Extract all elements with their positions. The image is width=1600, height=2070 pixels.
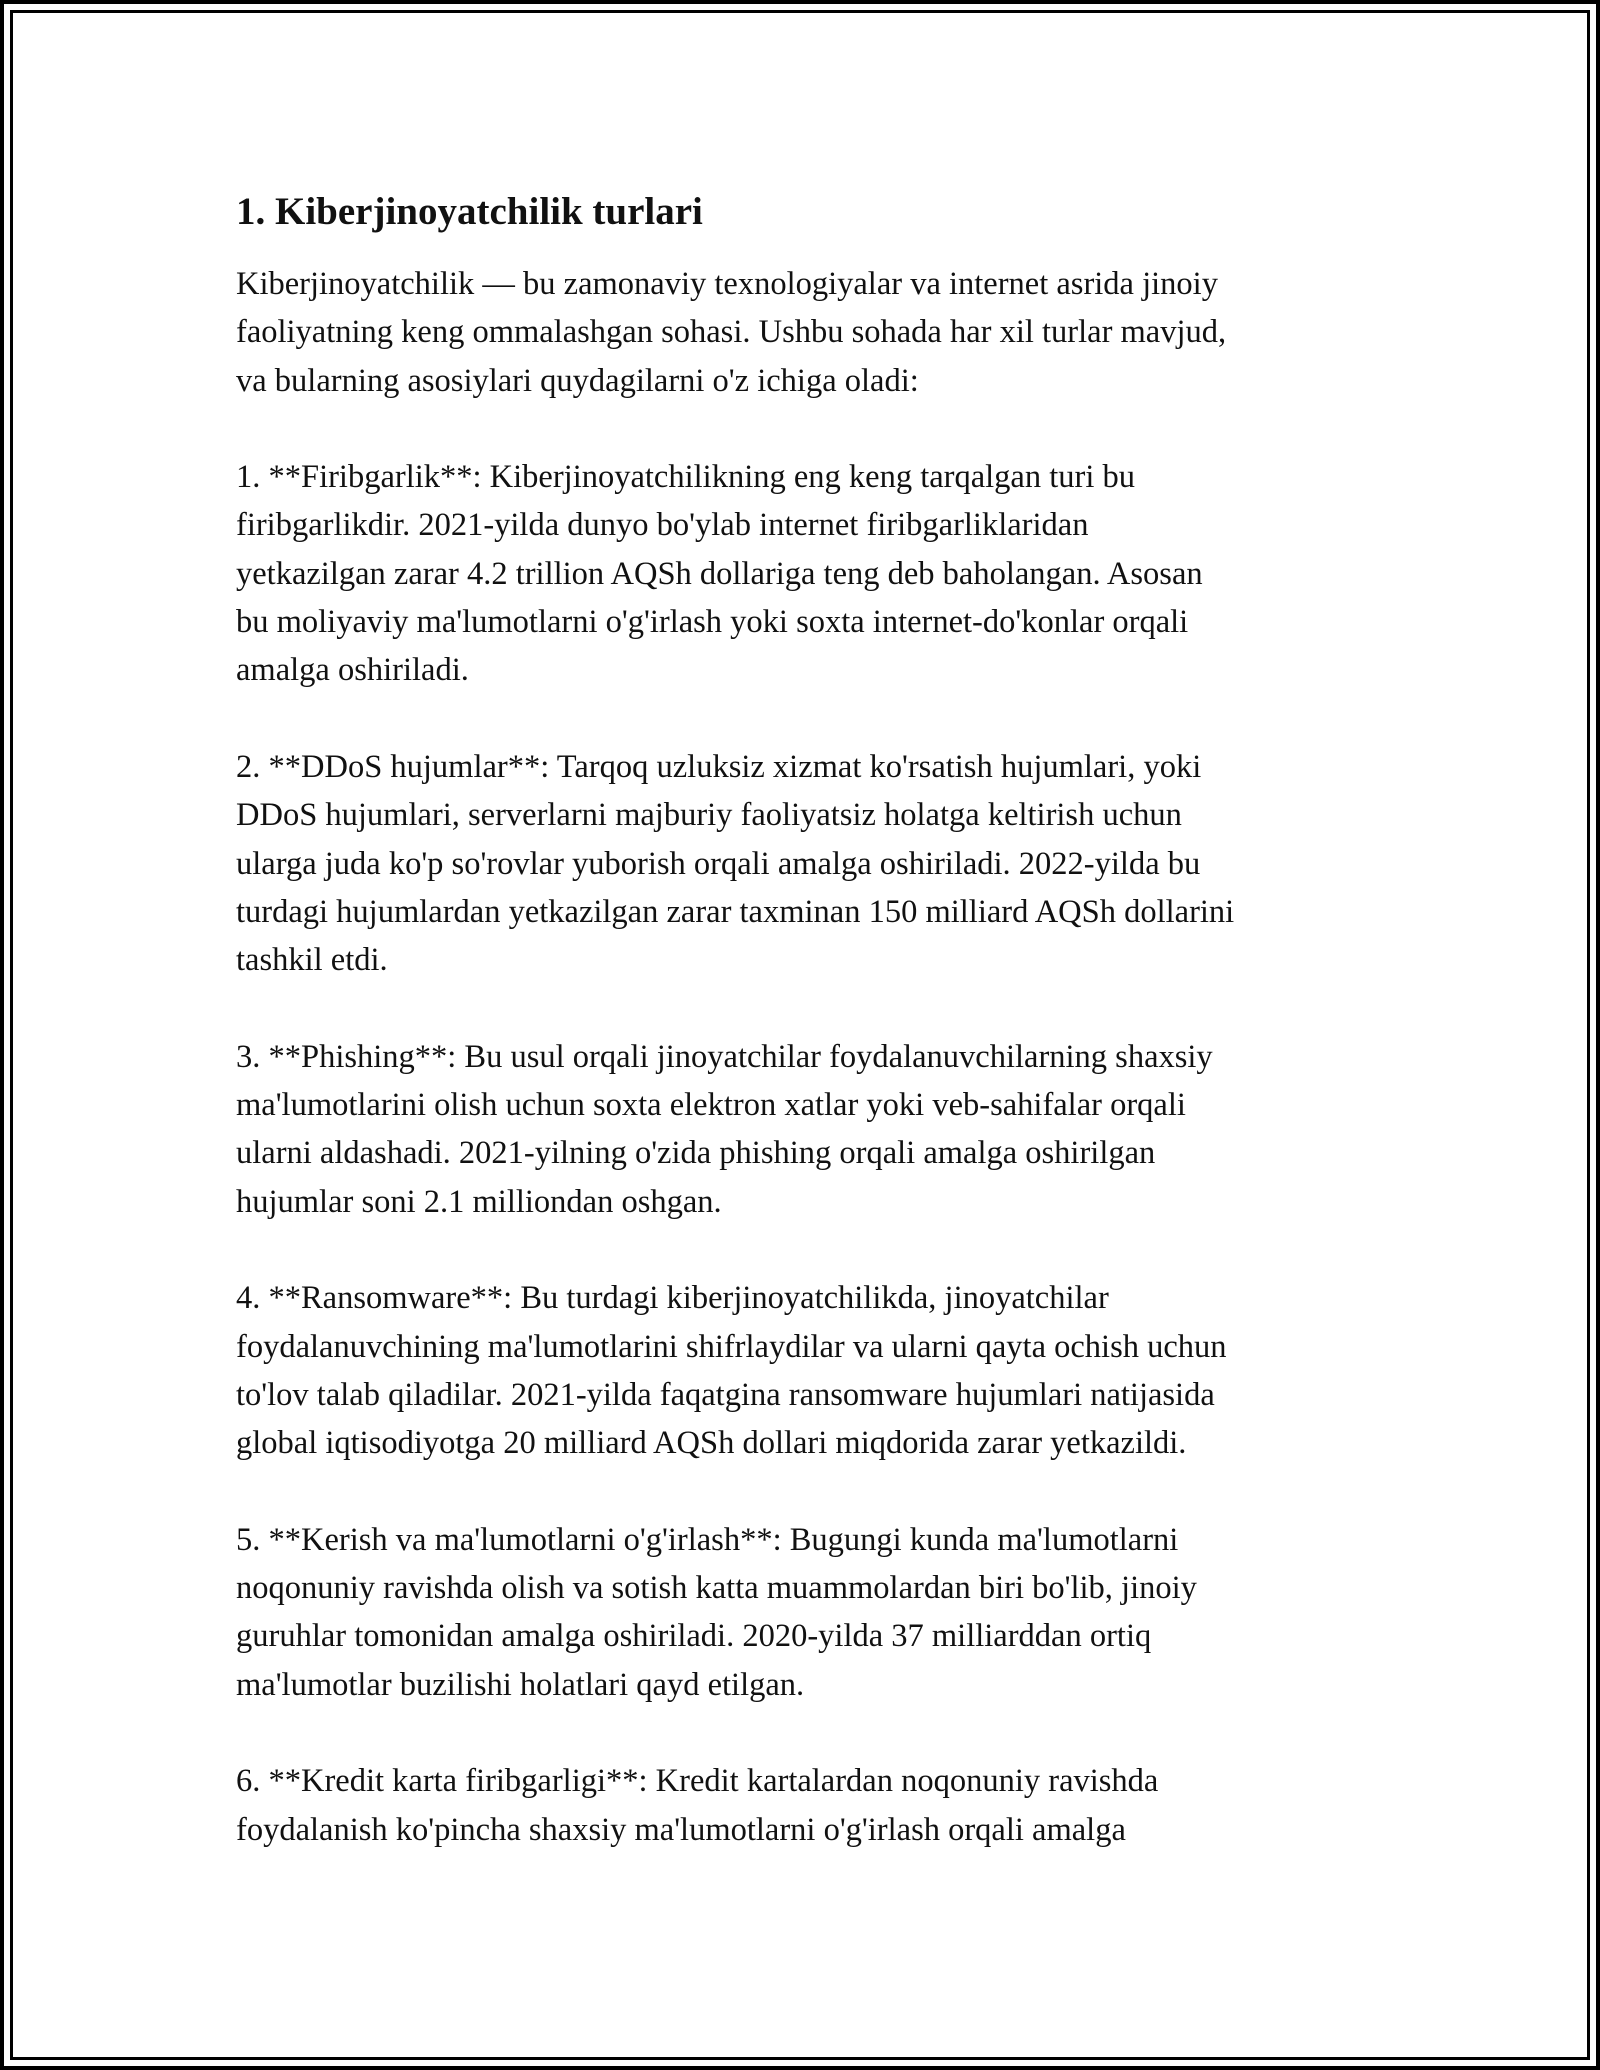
document-body (236, 188, 1386, 1902)
text-line: Kiberjinoyatchilik — bu zamonaviy texnologiyalar va internet asrida jinoiy (236, 266, 1218, 302)
text-line: 4. **Ransomware**: Bu turdagi kiberjinoyatchilikda, jinoyatchilar (236, 1280, 1109, 1317)
text-line: 2. **DDoS hujumlar**: Tarqoq uzluksiz xizmat ko'rsatish hujumlari, yoki (236, 748, 1202, 785)
list-item-data-theft (236, 1516, 1386, 1709)
text-line: firibgarlikdir. 2021-yilda dunyo bo'ylab internet firibgarliklaridan (236, 507, 1089, 544)
text-line: to'lov talab qiladilar. 2021-yilda faqatgina ransomware hujumlari natijasida (236, 1376, 1215, 1413)
text-line: ma'lumotlarini olish uchun soxta elektron xatlar yoki veb-sahifalar orqali (236, 1087, 1186, 1124)
text-line: amalga oshiriladi. (236, 652, 469, 689)
list-item-fraud (236, 453, 1386, 694)
text-line: foydalanish ko'pincha shaxsiy ma'lumotlarni o'g'irlash orqali amalga (236, 1811, 1126, 1848)
text-line: foydalanuvchining ma'lumotlarini shifrlaydilar va ularni qayta ochish uchun (236, 1328, 1227, 1365)
text-line: global iqtisodiyotga 20 milliard AQSh dollari miqdorida zarar yetkazildi. (236, 1425, 1187, 1462)
intro-paragraph (236, 260, 1386, 405)
text-line: noqonuniy ravishda olish va sotish katta muammolardan biri bo'lib, jinoiy (236, 1570, 1197, 1607)
text-line: va bularning asosiylari quydagilarni o'z ichiga oladi: (236, 362, 919, 399)
list-item-ransomware (236, 1274, 1386, 1467)
text-line: ularga juda ko'p so'rovlar yuborish orqali amalga oshiriladi. 2022-yilda bu (236, 845, 1201, 882)
text-line: guruhlar tomonidan amalga oshiriladi. 2020-yilda 37 milliarddan ortiq (236, 1618, 1152, 1655)
list-item-credit-card-fraud (236, 1757, 1386, 1854)
text-line: turdagi hujumlardan yetkazilgan zarar taxminan 150 milliard AQSh dollarini (236, 893, 1235, 930)
text-line: 1. **Firibgarlik**: Kiberjinoyatchilikning eng keng tarqalgan turi bu (236, 459, 1135, 496)
text-line: yetkazilgan zarar 4.2 trillion AQSh dollariga teng deb baholangan. Asosan (236, 555, 1203, 592)
text-line: ma'lumotlar buzilishi holatlari qayd etilgan. (236, 1666, 805, 1703)
text-line: ularni aldashadi. 2021-yilning o'zida phishing orqali amalga oshirilgan (236, 1135, 1156, 1172)
text-line: 5. **Kerish va ma'lumotlarni o'g'irlash**: Bugungi kunda ma'lumotlarni (236, 1521, 1179, 1558)
list-item-phishing (236, 1033, 1386, 1226)
list-item-ddos (236, 743, 1386, 984)
text-line: bu moliyaviy ma'lumotlarni o'g'irlash yoki soxta internet-do'konlar orqali (236, 604, 1189, 641)
text-line: 6. **Kredit karta firibgarligi**: Kredit kartalardan noqonuniy ravishda (236, 1763, 1159, 1800)
text-line: DDoS hujumlari, serverlarni majburiy faoliyatsiz holatga keltirish uchun (236, 797, 1182, 834)
text-line: 3. **Phishing**: Bu usul orqali jinoyatchilar foydalanuvchilarning shaxsiy (236, 1038, 1213, 1075)
text-line: tashkil etdi. (236, 942, 388, 979)
page-title: 1. Kiberjinoyatchilik turlari (236, 190, 703, 233)
text-line: faoliyatning keng ommalashgan sohasi. Ushbu sohada har xil turlar mavjud, (236, 314, 1227, 351)
text-line: hujumlar soni 2.1 milliondan oshgan. (236, 1183, 722, 1220)
